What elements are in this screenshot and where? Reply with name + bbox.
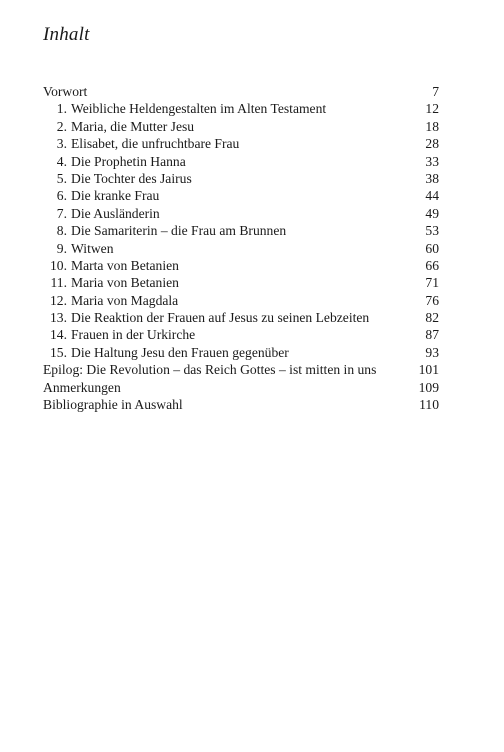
toc-entry-page: 110 [419,397,439,413]
toc-entry-title: Marta von Betanien [71,257,179,273]
toc-entry-page: 49 [425,205,439,221]
toc-entry-9 [43,240,439,257]
toc-entry-12 [43,292,439,309]
toc-entry-title: Maria von Betanien [71,275,179,291]
toc-entry-anmerkungen [43,379,439,396]
toc-entry-4 [43,153,439,170]
toc-entry-page: 71 [425,275,439,291]
toc-entry-title: Die Prophetin Hanna [71,153,186,169]
toc-entry-epilog [43,361,439,378]
toc-entry-number: 11. [50,275,67,291]
toc-entry-15 [43,344,439,361]
toc-entry-number: 8. [56,223,67,239]
toc-entry-number: 14. [50,327,67,343]
toc-entry-page: 82 [425,310,439,326]
toc-entry-8 [43,222,439,239]
toc-entry-page: 109 [418,379,439,395]
toc-entry-page: 53 [425,223,439,239]
toc-entry-title: Die Reaktion der Frauen auf Jesus zu seinen Lebzeiten [71,310,370,326]
toc-entry-number: 2. [56,118,67,134]
toc-entry-number: 9. [56,240,67,256]
toc-entry-7 [43,205,439,222]
toc-entry-10 [43,257,439,274]
toc-entry-14 [43,326,439,343]
toc-entry-number: 3. [56,136,67,152]
table-of-contents [43,83,439,413]
toc-entry-title: Bibliographie in Auswahl [43,397,183,413]
toc-entry-title: Witwen [71,240,114,256]
toc-entry-title: Anmerkungen [43,379,121,395]
toc-entry-6 [43,187,439,204]
toc-entry-number: 4. [56,153,67,169]
toc-entry-title: Die Haltung Jesu den Frauen gegenüber [71,344,289,360]
toc-entry-page: 18 [425,118,439,134]
toc-entry-page: 28 [425,136,439,152]
toc-entry-title: Elisabet, die unfruchtbare Frau [71,136,240,152]
toc-entry-page: 87 [425,327,439,343]
toc-entry-1 [43,100,439,117]
toc-entry-number: 10. [50,257,67,273]
page-title: Inhalt [43,24,90,45]
toc-entry-title: Epilog: Die Revolution – das Reich Gottes – ist mitten in uns [43,362,377,378]
toc-entry-number: 5. [56,170,67,186]
toc-entry-title: Maria, die Mutter Jesu [71,118,195,134]
toc-entry-number: 1. [56,101,67,117]
toc-entry-number: 6. [56,188,67,204]
toc-entry-number: 13. [50,310,67,326]
toc-entry-page: 7 [432,84,439,99]
toc-entry-page: 33 [425,153,439,169]
toc-entry-bibliographie [43,396,439,413]
toc-entry-page: 12 [425,101,439,117]
toc-entry-11 [43,274,439,291]
toc-entry-title: Maria von Magdala [71,292,179,308]
toc-entry-5 [43,170,439,187]
toc-entry-page: 76 [425,292,439,308]
toc-entry-page: 38 [425,170,439,186]
toc-entry-title: Die Ausländerin [71,205,160,221]
toc-entry-title: Frauen in der Urkirche [71,327,196,343]
toc-entry-title: Weibliche Heldengestalten im Alten Testament [71,101,327,117]
toc-entry-title: Vorwort [43,84,88,99]
toc-entry-number: 12. [50,292,67,308]
toc-entry-vorwort [43,83,439,100]
toc-entry-number: 15. [50,344,67,360]
toc-entry-title: Die Tochter des Jairus [71,170,192,186]
toc-entry-page: 101 [418,362,439,378]
toc-entry-page: 93 [425,344,439,360]
toc-entry-3 [43,135,439,152]
toc-entry-number: 7. [56,205,67,221]
toc-entry-2 [43,118,439,135]
toc-entry-title: Die kranke Frau [71,188,160,204]
toc-entry-page: 60 [425,240,439,256]
toc-entry-13 [43,309,439,326]
toc-entry-page: 44 [425,188,439,204]
toc-entry-page: 66 [425,257,439,273]
toc-entry-title: Die Samariterin – die Frau am Brunnen [71,223,287,239]
